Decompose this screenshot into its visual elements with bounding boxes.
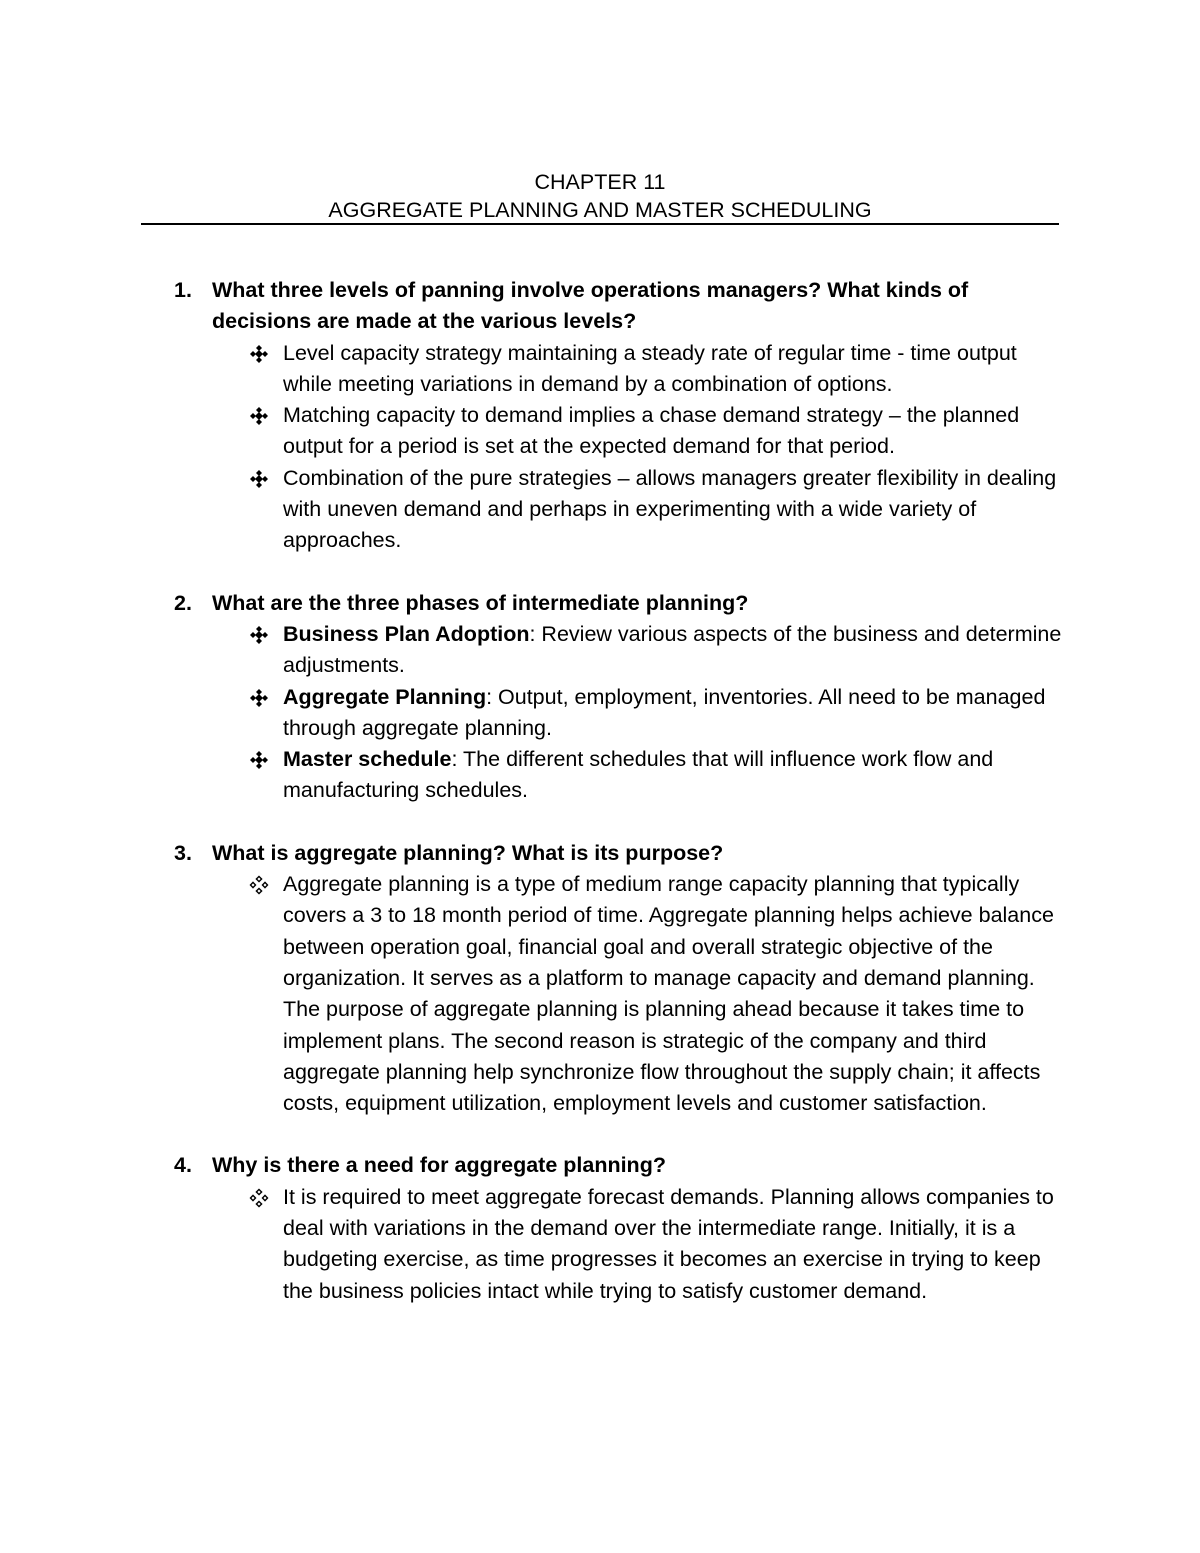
chapter-title: AGGREGATE PLANNING AND MASTER SCHEDULING [328,198,872,222]
solid-diamond-bullet-icon [249,744,271,775]
answer-term: Aggregate Planning [283,684,487,709]
solid-diamond-bullet-icon [249,338,271,369]
answer-item [249,338,1064,401]
answer-list [212,619,1064,807]
answer-text: It is required to meet aggregate forecast demands. Planning allows companies to deal with variations in the demand over the intermediate range. Initially, it is a budgeting exercise, as time progresses it becomes an exercise in trying to keep the business policies intact while trying to satisfy customer demand. [283,1184,1054,1303]
answer-list [212,338,1064,557]
question-text: What is aggregate planning? What is its purpose? [212,840,724,865]
question-text: Why is there a need for aggregate planning? [212,1153,666,1178]
solid-diamond-bullet-icon [249,619,271,650]
answer-term: Business Plan Adoption [283,621,530,646]
question-text: What are the three phases of intermediate planning? [212,590,749,615]
solid-diamond-bullet-icon [249,400,271,431]
answer-list [212,1182,1064,1307]
solid-diamond-bullet-icon [249,463,271,494]
question-item [174,588,1064,807]
document-header [141,168,1059,224]
solid-diamond-bullet-icon [249,682,271,713]
answer-item [249,463,1064,557]
answer-list [212,869,1064,1119]
answer-text: : Output, employment, inventories. All need to be managed through aggregate planning. [283,684,1046,740]
question-item [174,1150,1064,1306]
question-text: What three levels of panning involve operations managers? What kinds of decisions are made at the various levels? [212,278,969,334]
answer-item [249,744,1064,807]
answer-item [249,682,1064,745]
answer-item [249,400,1064,463]
question-number: 3. [174,840,192,865]
question-number: 1. [174,278,192,302]
answer-term: Master schedule [283,747,452,772]
answer-text: : The different schedules that will influence work flow and manufacturing schedules. [283,747,994,803]
question-number: 4. [174,1153,192,1178]
question-list [174,275,1064,1338]
answer-item [249,619,1064,682]
question-item [174,275,1064,557]
chapter-label: CHAPTER 11 [534,170,666,194]
answer-text: : Review various aspects of the business and determine adjustments. [283,621,1062,678]
question-number: 2. [174,590,192,615]
outline-diamond-bullet-icon [249,869,271,900]
outline-diamond-bullet-icon [249,1182,271,1213]
answer-text: Matching capacity to demand implies a chase demand strategy – the planned output for a period is set at the expected demand for that period. [283,403,1020,459]
answer-text: Level capacity strategy maintaining a steady rate of regular time - time output while meeting variations in demand by a combination of options. [283,340,1017,396]
answer-item [249,869,1064,1119]
answer-item [249,1182,1064,1307]
answer-text: Aggregate planning is a type of medium range capacity planning that typically covers a 3 to 18 month period of time. Aggregate planning helps achieve balance between operation goal, financial goal and overall strategic objective of the organization. It serves as a platform to manage capacity and demand planning. The purpose of aggregate planning is planning ahead because it takes time to implement plans. The second reason is strategic of the company and third aggregate planning help synchronize flow throughout the supply chain; it affects costs, equipment utilization, employment levels and customer satisfaction. [283,872,1054,1116]
question-item [174,838,1064,1120]
header-divider [141,223,1059,225]
answer-text: Combination of the pure strategies – allows managers greater flexibility in dealing with uneven demand and perhaps in experimenting with a wide variety of approaches. [283,465,1057,553]
